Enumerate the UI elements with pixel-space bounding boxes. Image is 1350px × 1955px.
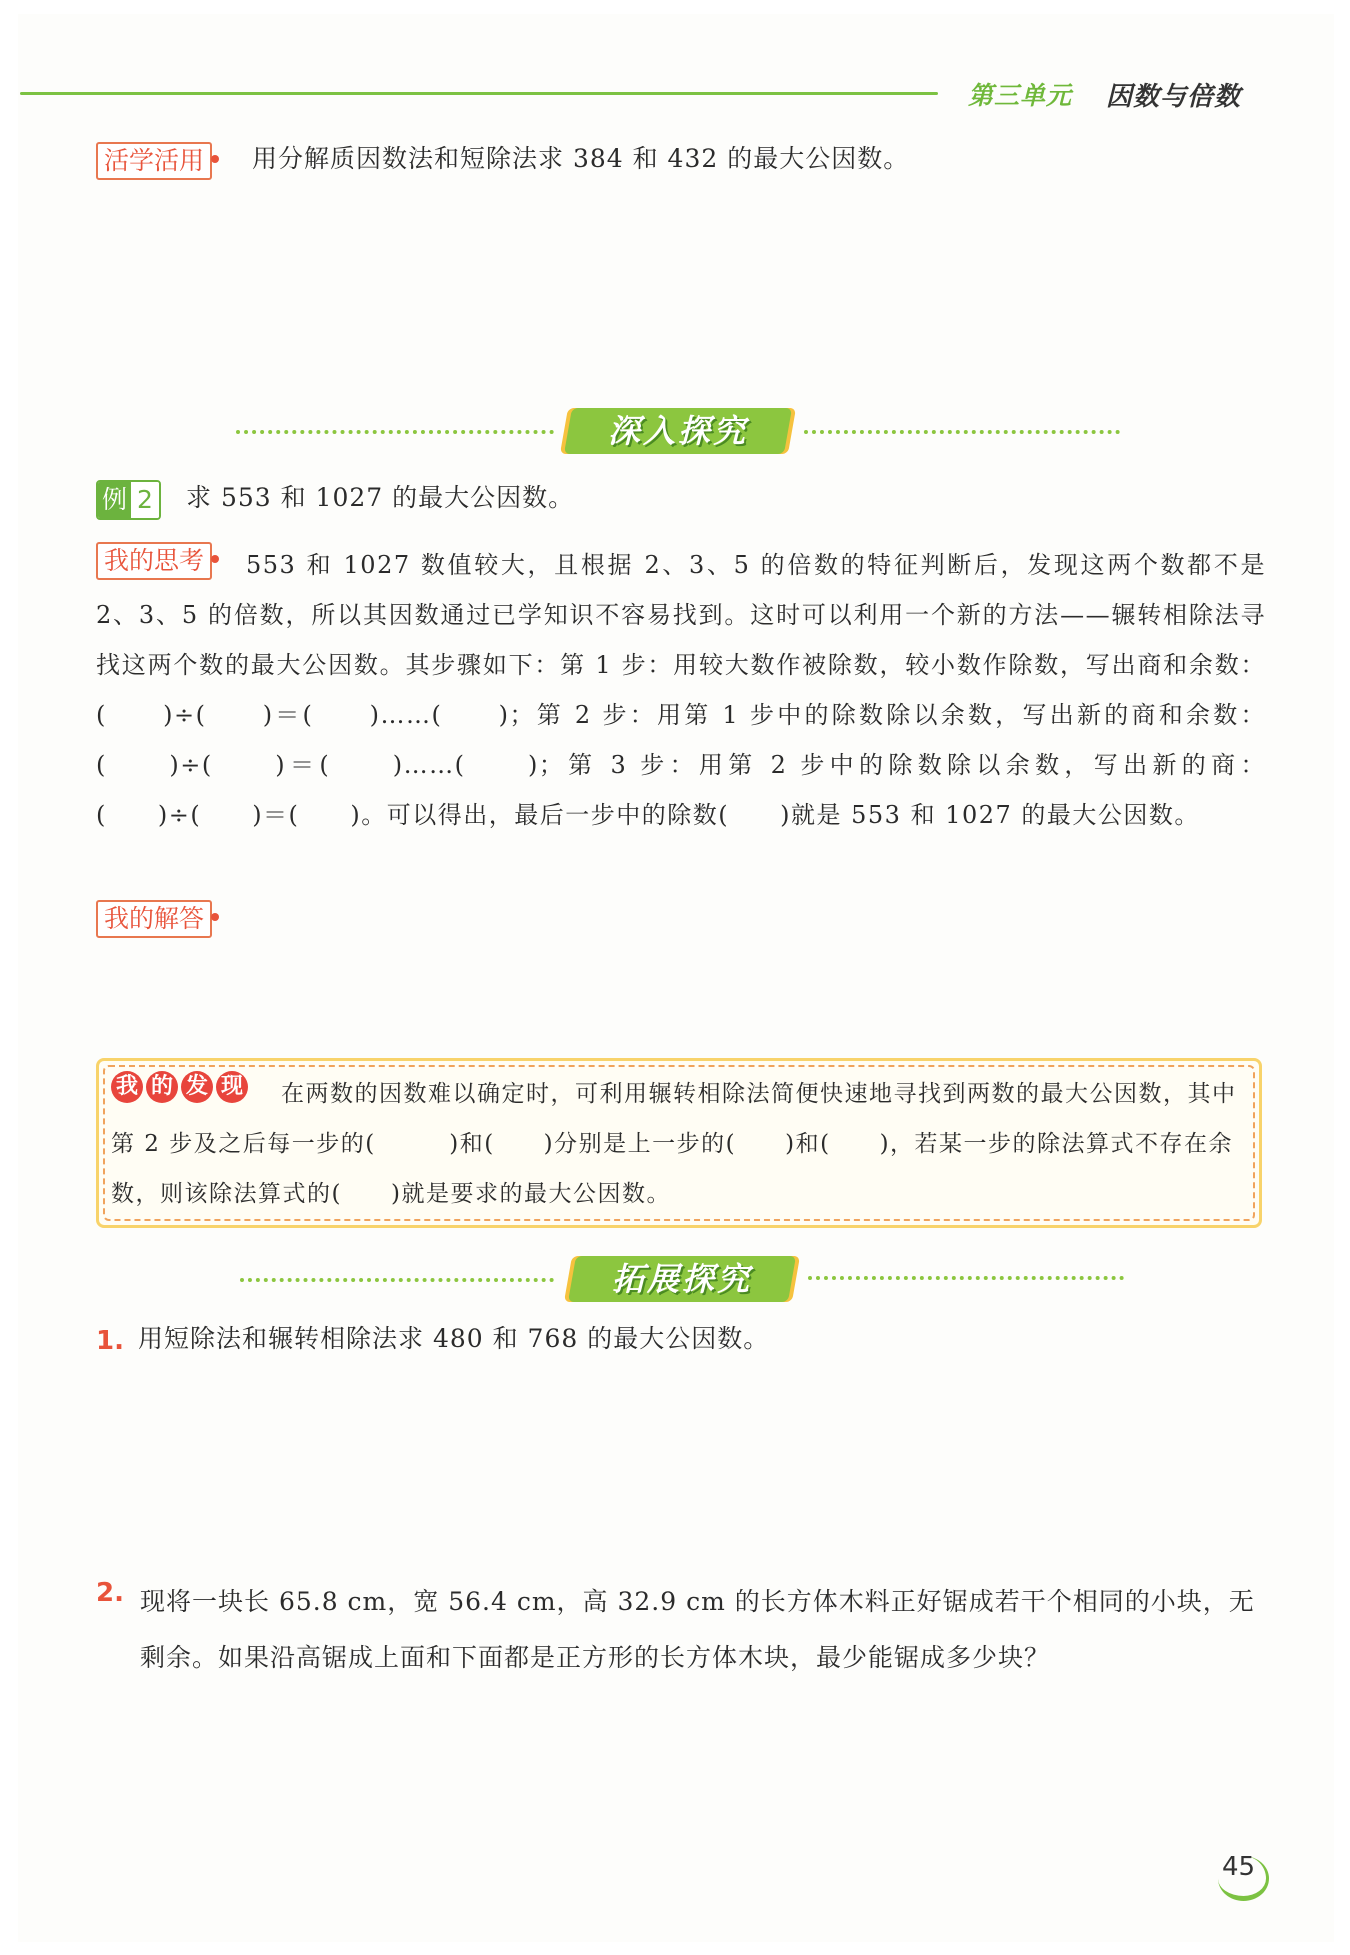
page-number: 45 (1222, 1852, 1256, 1882)
example-tag-number: 2 (131, 482, 159, 518)
section1-dots-right (804, 430, 1120, 434)
discovery-badge-char: 发 (181, 1071, 213, 1103)
unit-title: 因数与倍数 (1106, 82, 1242, 112)
section2-banner (568, 1256, 796, 1302)
practice-tag: 活学活用 (96, 142, 212, 180)
section2-dots-left (240, 1278, 554, 1282)
question-1-text: 用短除法和辗转相除法求 480 和 768 的最大公因数。 (138, 1324, 770, 1353)
question-2-text: 现将一块长 65.8 cm，宽 56.4 cm，高 32.9 cm 的长方体木料正好锯成若干个相同的小块，无剩余。如果沿高锯成上面和下面都是正方形的长方体木块，最少能锯成多少块？ (140, 1587, 1255, 1672)
section2-dots-right (808, 1276, 1124, 1280)
answer-tag: 我的解答 (96, 900, 212, 938)
question-1-number: 1. (96, 1326, 124, 1356)
example-tag (96, 480, 161, 520)
thinking-tag: 我的思考 (96, 542, 212, 580)
unit-label: 第三单元 (968, 81, 1073, 110)
example-text: 求 553 和 1027 的最大公因数。 (186, 483, 575, 512)
practice-text: 用分解质因数法和短除法求 384 和 432 的最大公因数。 (252, 144, 910, 173)
section2-title: 拓展探究 (611, 1260, 752, 1298)
section1-banner (564, 408, 792, 454)
discovery-paragraph (111, 1069, 1241, 1219)
question-2-number: 2. (96, 1578, 124, 1608)
header-rule (20, 92, 938, 95)
section1-dots-left (236, 430, 554, 434)
discovery-badge-char: 现 (216, 1071, 248, 1103)
section1-title: 深入探究 (607, 412, 748, 450)
example-tag-word: 例 (98, 482, 131, 518)
discovery-badge-char: 的 (146, 1071, 178, 1103)
thinking-paragraph (96, 540, 1266, 840)
discovery-badge-char: 我 (111, 1071, 143, 1103)
discovery-text: 在两数的因数难以确定时，可利用辗转相除法简便快速地寻找到两数的最大公因数，其中第 2 步及之后每一步的( )和( )分别是上一步的( )和( )，若某一步的除法算式不存在余数，则该除法算式的( )就是要求的最大公因数。 (111, 1081, 1237, 1207)
discovery-box (96, 1058, 1262, 1228)
thinking-text: 553 和 1027 数值较大，且根据 2、3、5 的倍数的特征判断后，发现这两个数都不是 2、3、5 的倍数，所以其因数通过已学知识不容易找到。这时可以利用一个新的方法——辗转相除法寻找这两个数的最大公因数。其步骤如下：第 1 步：用较大数作被除数，较小数作除数，写出商和余数：( )÷( )＝( )……( )；第 2 步：用第 1 步中的除数除以余数，写出新的商和余数：( )÷( )＝( )……( )；第 3 步：用第 2 步中的除数除以余数，写出新的商：( )÷( )＝( )。可以得出，最后一步中的除数( )就是 553 和 1027 的最大公因数。 (96, 551, 1266, 829)
